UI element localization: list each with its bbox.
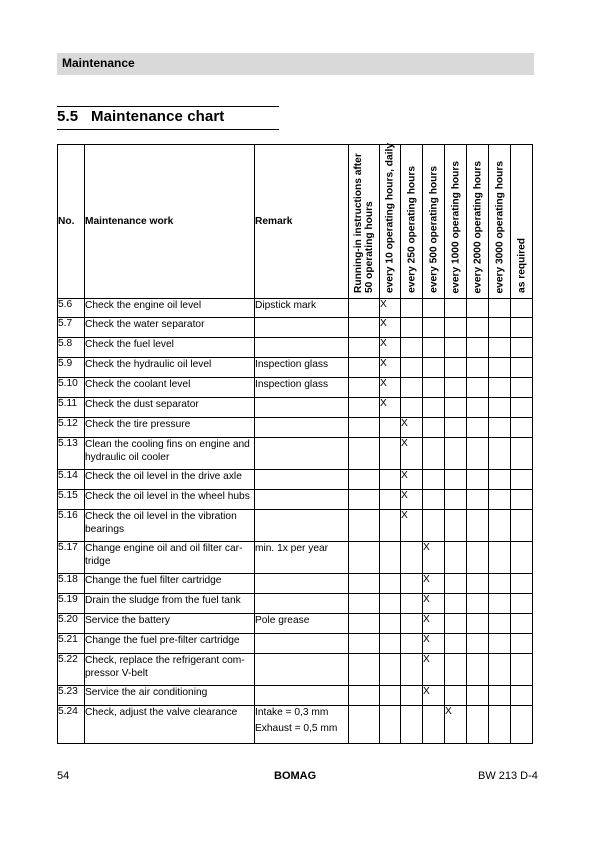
- interval-cell: [423, 299, 445, 318]
- interval-cell: [467, 574, 489, 594]
- row-number: 5.16: [58, 510, 85, 542]
- interval-cell: [423, 418, 445, 438]
- row-remark: [255, 490, 349, 510]
- interval-cell: [401, 338, 423, 358]
- interval-cell: [511, 574, 533, 594]
- interval-cell: [401, 318, 423, 338]
- col-header-no: No.: [58, 145, 85, 299]
- interval-cell: [380, 654, 401, 686]
- interval-cell: [349, 686, 380, 706]
- interval-cell: [489, 338, 511, 358]
- footer-brand: BOMAG: [274, 770, 317, 782]
- row-remark: [255, 654, 349, 686]
- interval-cell: [401, 706, 423, 744]
- interval-cell: [445, 594, 467, 614]
- row-remark: [255, 542, 349, 574]
- table-row: [58, 470, 533, 490]
- row-remark: [255, 438, 349, 470]
- interval-cell: [401, 614, 423, 634]
- interval-cell: [380, 438, 401, 470]
- table-row: [58, 378, 533, 398]
- row-remark: [255, 418, 349, 438]
- row-work: Check, replace the refrigerant com-pressor V-belt: [85, 654, 255, 686]
- interval-cell: [511, 418, 533, 438]
- interval-cell: [349, 634, 380, 654]
- col-header-interval: [511, 145, 533, 299]
- interval-cell: [445, 438, 467, 470]
- section-rule-top: [57, 106, 279, 107]
- interval-cell: [423, 358, 445, 378]
- interval-mark: X: [423, 654, 445, 686]
- interval-cell: [489, 418, 511, 438]
- table-header-row: [58, 145, 533, 299]
- table-row: [58, 510, 533, 542]
- interval-cell: [489, 510, 511, 542]
- interval-cell: [467, 299, 489, 318]
- row-work: Check the oil level in the vibration bearings: [85, 510, 255, 542]
- remark-line: Exhaust = 0,5 mm: [255, 723, 338, 734]
- interval-cell: [489, 398, 511, 418]
- interval-cell: [467, 510, 489, 542]
- table-row: [58, 706, 533, 744]
- row-remark: [255, 594, 349, 614]
- interval-cell: [445, 490, 467, 510]
- remark-line: Intake = 0,3 mm: [255, 707, 329, 718]
- interval-cell: [380, 634, 401, 654]
- header-bar: [57, 53, 534, 75]
- interval-mark: X: [401, 490, 423, 510]
- col-header-interval: [489, 145, 511, 299]
- interval-cell: [380, 470, 401, 490]
- table-row: [58, 490, 533, 510]
- row-number: 5.14: [58, 470, 85, 490]
- row-remark: [255, 634, 349, 654]
- row-number: 5.19: [58, 594, 85, 614]
- interval-mark: X: [423, 542, 445, 574]
- interval-cell: [467, 490, 489, 510]
- interval-mark: X: [423, 686, 445, 706]
- row-number: 5.12: [58, 418, 85, 438]
- interval-cell: [467, 470, 489, 490]
- row-remark: [255, 338, 349, 358]
- footer-model: BW 213 D-4: [478, 770, 538, 782]
- interval-cell: [349, 574, 380, 594]
- remark-line: Pole grease: [255, 615, 310, 626]
- interval-cell: [349, 378, 380, 398]
- interval-mark: X: [401, 510, 423, 542]
- interval-mark: X: [423, 614, 445, 634]
- interval-cell: [511, 338, 533, 358]
- interval-mark: X: [380, 299, 401, 318]
- table-row: [58, 338, 533, 358]
- col-header-interval: [445, 145, 467, 299]
- col-header-interval: [380, 142, 401, 299]
- interval-cell: [401, 634, 423, 654]
- interval-cell: [423, 398, 445, 418]
- interval-cell: [445, 338, 467, 358]
- section-title-text: Maintenance chart: [91, 108, 225, 125]
- row-remark: [255, 470, 349, 490]
- interval-mark: X: [401, 418, 423, 438]
- row-remark: [255, 686, 349, 706]
- interval-label: every 500 operating hours: [428, 166, 439, 293]
- interval-cell: [511, 614, 533, 634]
- section-rule-bottom: [57, 129, 279, 130]
- row-work: Check, adjust the valve clearance: [85, 706, 255, 744]
- interval-cell: [401, 594, 423, 614]
- interval-mark: X: [423, 634, 445, 654]
- interval-cell: [467, 338, 489, 358]
- interval-cell: [445, 318, 467, 338]
- interval-label: Running-in instructions after 50 operating hours: [353, 153, 375, 293]
- row-remark: [255, 398, 349, 418]
- interval-cell: [489, 358, 511, 378]
- interval-cell: [511, 510, 533, 542]
- row-work: Check the hydraulic oil level: [85, 358, 255, 378]
- interval-cell: [445, 574, 467, 594]
- table-row: [58, 299, 533, 318]
- interval-cell: [511, 490, 533, 510]
- interval-cell: [349, 358, 380, 378]
- table-row: [58, 634, 533, 654]
- row-number: 5.18: [58, 574, 85, 594]
- row-number: 5.13: [58, 438, 85, 470]
- interval-mark: X: [401, 438, 423, 470]
- interval-cell: [445, 614, 467, 634]
- row-number: 5.9: [58, 358, 85, 378]
- row-work: Check the coolant level: [85, 378, 255, 398]
- row-work: Check the water separator: [85, 318, 255, 338]
- interval-mark: X: [423, 574, 445, 594]
- interval-cell: [445, 542, 467, 574]
- interval-label: every 1000 operating hours: [450, 160, 461, 293]
- col-header-interval: [467, 145, 489, 299]
- interval-cell: [445, 418, 467, 438]
- interval-cell: [349, 510, 380, 542]
- interval-cell: [489, 634, 511, 654]
- interval-cell: [445, 634, 467, 654]
- interval-cell: [380, 706, 401, 744]
- interval-label: every 3000 operating hours: [494, 160, 505, 293]
- interval-mark: X: [380, 398, 401, 418]
- interval-cell: [401, 542, 423, 574]
- interval-cell: [467, 594, 489, 614]
- interval-cell: [511, 686, 533, 706]
- interval-label: every 2000 operating hours: [472, 160, 483, 293]
- remark-line: Inspection glass: [255, 359, 329, 370]
- interval-cell: [489, 378, 511, 398]
- table-row: [58, 614, 533, 634]
- interval-cell: [445, 510, 467, 542]
- interval-cell: [423, 470, 445, 490]
- interval-label: as required: [516, 238, 527, 293]
- interval-cell: [349, 418, 380, 438]
- interval-cell: [467, 634, 489, 654]
- interval-cell: [467, 614, 489, 634]
- interval-cell: [467, 318, 489, 338]
- row-remark: [255, 706, 349, 744]
- row-remark: [255, 318, 349, 338]
- interval-cell: [423, 338, 445, 358]
- interval-mark: X: [423, 594, 445, 614]
- row-number: 5.21: [58, 634, 85, 654]
- interval-cell: [467, 542, 489, 574]
- interval-cell: [445, 398, 467, 418]
- row-work: Service the air conditioning: [85, 686, 255, 706]
- interval-mark: X: [445, 706, 467, 744]
- interval-cell: [423, 510, 445, 542]
- interval-cell: [467, 654, 489, 686]
- interval-cell: [489, 490, 511, 510]
- interval-mark: X: [380, 318, 401, 338]
- row-work: Change the fuel pre-filter cartridge: [85, 634, 255, 654]
- row-number: 5.6: [58, 299, 85, 318]
- interval-cell: [489, 470, 511, 490]
- row-remark: [255, 614, 349, 634]
- footer-page-number: 54: [57, 770, 70, 782]
- row-remark: [255, 510, 349, 542]
- interval-cell: [423, 378, 445, 398]
- row-number: 5.7: [58, 318, 85, 338]
- interval-cell: [511, 398, 533, 418]
- remark-line: Inspection glass: [255, 379, 329, 390]
- row-remark: [255, 299, 349, 318]
- interval-cell: [380, 686, 401, 706]
- interval-cell: [511, 358, 533, 378]
- table-row: [58, 418, 533, 438]
- interval-cell: [489, 686, 511, 706]
- col-header-work: Maintenance work: [85, 145, 255, 299]
- table-row: [58, 542, 533, 574]
- row-remark: [255, 574, 349, 594]
- row-work: Check the fuel level: [85, 338, 255, 358]
- interval-cell: [489, 542, 511, 574]
- section-title: [57, 108, 224, 125]
- interval-cell: [380, 490, 401, 510]
- interval-cell: [489, 574, 511, 594]
- remark-line: min. 1x per year: [255, 543, 329, 554]
- interval-cell: [380, 574, 401, 594]
- row-work: Check the dust separator: [85, 398, 255, 418]
- interval-cell: [489, 594, 511, 614]
- interval-label: every 10 operating hours, daily: [384, 142, 396, 293]
- interval-cell: [445, 358, 467, 378]
- row-work: Check the tire pressure: [85, 418, 255, 438]
- row-work: Clean the cooling fins on engine and hydraulic oil cooler: [85, 438, 255, 470]
- interval-cell: [445, 378, 467, 398]
- interval-cell: [445, 470, 467, 490]
- table-row: [58, 654, 533, 686]
- interval-cell: [445, 686, 467, 706]
- interval-cell: [489, 614, 511, 634]
- interval-cell: [511, 438, 533, 470]
- remark-line: Dipstick mark: [255, 300, 317, 311]
- col-header-interval: [349, 145, 380, 299]
- interval-cell: [349, 594, 380, 614]
- interval-cell: [489, 654, 511, 686]
- interval-cell: [349, 706, 380, 744]
- table-row: [58, 574, 533, 594]
- interval-cell: [349, 398, 380, 418]
- interval-cell: [511, 378, 533, 398]
- interval-cell: [380, 542, 401, 574]
- table-row: [58, 438, 533, 470]
- table-body: [58, 299, 533, 744]
- row-work: Check the oil level in the drive axle: [85, 470, 255, 490]
- interval-cell: [467, 686, 489, 706]
- interval-mark: X: [380, 378, 401, 398]
- row-remark: [255, 358, 349, 378]
- interval-cell: [511, 634, 533, 654]
- interval-cell: [445, 299, 467, 318]
- table-row: [58, 318, 533, 338]
- row-number: 5.17: [58, 542, 85, 574]
- interval-cell: [349, 654, 380, 686]
- interval-cell: [511, 318, 533, 338]
- interval-cell: [423, 318, 445, 338]
- interval-cell: [511, 299, 533, 318]
- interval-cell: [489, 318, 511, 338]
- col-header-interval: [423, 145, 445, 299]
- interval-cell: [349, 542, 380, 574]
- interval-cell: [467, 378, 489, 398]
- interval-cell: [511, 470, 533, 490]
- row-number: 5.15: [58, 490, 85, 510]
- section-number: 5.5: [57, 108, 79, 125]
- interval-cell: [349, 470, 380, 490]
- row-number: 5.23: [58, 686, 85, 706]
- row-number: 5.20: [58, 614, 85, 634]
- interval-cell: [401, 299, 423, 318]
- interval-mark: X: [401, 470, 423, 490]
- row-work: Change the fuel filter cartridge: [85, 574, 255, 594]
- interval-cell: [349, 438, 380, 470]
- interval-cell: [467, 418, 489, 438]
- table-row: [58, 686, 533, 706]
- row-number: 5.8: [58, 338, 85, 358]
- table-row: [58, 398, 533, 418]
- interval-cell: [423, 706, 445, 744]
- interval-cell: [401, 654, 423, 686]
- row-work: Drain the sludge from the fuel tank: [85, 594, 255, 614]
- interval-cell: [349, 318, 380, 338]
- interval-cell: [423, 490, 445, 510]
- row-work: Check the oil level in the wheel hubs: [85, 490, 255, 510]
- col-header-remark: Remark: [255, 145, 349, 299]
- row-work: Check the engine oil level: [85, 299, 255, 318]
- interval-cell: [349, 338, 380, 358]
- row-number: 5.22: [58, 654, 85, 686]
- interval-cell: [467, 438, 489, 470]
- table-row: [58, 358, 533, 378]
- interval-cell: [467, 706, 489, 744]
- interval-cell: [401, 358, 423, 378]
- table-row: [58, 594, 533, 614]
- interval-cell: [445, 654, 467, 686]
- interval-cell: [489, 438, 511, 470]
- interval-cell: [380, 510, 401, 542]
- row-number: 5.10: [58, 378, 85, 398]
- interval-cell: [489, 299, 511, 318]
- interval-cell: [401, 378, 423, 398]
- row-number: 5.24: [58, 706, 85, 744]
- col-header-interval: [401, 145, 423, 299]
- interval-cell: [511, 594, 533, 614]
- header-title: Maintenance: [62, 56, 135, 70]
- interval-cell: [511, 706, 533, 744]
- interval-cell: [467, 358, 489, 378]
- interval-cell: [349, 299, 380, 318]
- interval-mark: X: [380, 338, 401, 358]
- interval-cell: [380, 418, 401, 438]
- row-number: 5.11: [58, 398, 85, 418]
- interval-cell: [349, 614, 380, 634]
- row-work: Service the battery: [85, 614, 255, 634]
- interval-label: every 250 operating hours: [406, 166, 417, 293]
- interval-cell: [349, 490, 380, 510]
- interval-cell: [423, 438, 445, 470]
- interval-cell: [380, 594, 401, 614]
- interval-cell: [489, 706, 511, 744]
- interval-cell: [467, 398, 489, 418]
- interval-cell: [511, 654, 533, 686]
- interval-mark: X: [380, 358, 401, 378]
- row-remark: [255, 378, 349, 398]
- interval-cell: [380, 614, 401, 634]
- interval-cell: [511, 542, 533, 574]
- interval-cell: [401, 398, 423, 418]
- maintenance-chart-table: [57, 144, 533, 744]
- row-work: Change engine oil and oil filter car-tridge: [85, 542, 255, 574]
- interval-cell: [401, 574, 423, 594]
- interval-cell: [401, 686, 423, 706]
